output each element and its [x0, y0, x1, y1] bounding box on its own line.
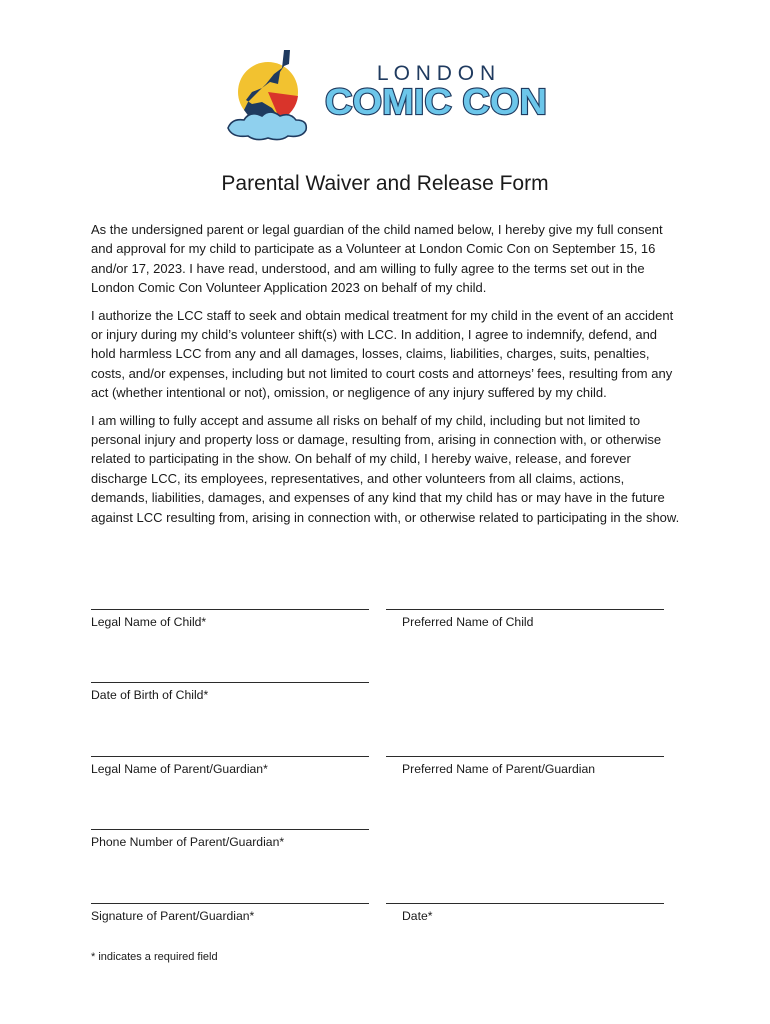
signature-line — [386, 756, 664, 757]
paragraph-consent: As the undersigned parent or legal guardian of the child named below, I hereby give my full consent and approval for my child to participate as a Volunteer at London Comic Con on September 15, 16 and/or 17, 2023. I have read, understood, and am willing to fully agree to the terms set out in the London Comic Con Volunteer Application 2023 on behalf of my child. — [91, 222, 663, 296]
waiver-body — [91, 220, 683, 535]
field-label: Preferred Name of Child — [402, 615, 534, 629]
phone-parent-field[interactable] — [91, 829, 369, 849]
field-label: Legal Name of Child* — [91, 615, 207, 629]
preferred-name-parent-field[interactable] — [386, 756, 664, 776]
preferred-name-child-field[interactable] — [386, 609, 664, 629]
field-label: Signature of Parent/Guardian* — [91, 909, 255, 923]
page-title: Parental Waiver and Release Form — [221, 172, 549, 195]
signature-parent-field[interactable] — [91, 903, 369, 923]
legal-name-parent-field[interactable] — [91, 756, 369, 776]
signature-line — [91, 609, 369, 610]
required-field-note: * indicates a required field — [91, 951, 218, 963]
signature-line — [386, 903, 664, 904]
signature-line — [386, 609, 664, 610]
london-comic-con-logo — [222, 44, 554, 144]
paragraph-risk: I am willing to fully accept and assume all risks on behalf of my child, including but not limited to personal injury and property loss or damage, resulting from, arising in connection with, or otherwise related to participating in the show. On behalf of my child, I hereby waive, release, and forever discharge LCC, its employees, representatives, and other volunteers from all claims, actions, demands, liabilities, damages, and expenses of any kind that my child has or may have in the future against LCC resulting from, arising in connection with, or otherwise related to participating in the show. — [91, 412, 680, 525]
logo-london-text: L O N D O N — [376, 62, 496, 85]
dob-child-field[interactable] — [91, 682, 369, 702]
legal-name-child-field[interactable] — [91, 609, 369, 629]
field-label: Date* — [402, 909, 433, 923]
field-label: Phone Number of Parent/Guardian* — [91, 835, 285, 849]
logo-graphic — [222, 44, 554, 144]
logo-comic-con-text: COMIC CON — [325, 81, 547, 122]
date-field[interactable] — [386, 903, 664, 923]
logo-cloud-shape — [228, 112, 306, 140]
signature-line — [91, 756, 369, 757]
signature-line — [91, 829, 369, 830]
signature-line — [91, 682, 369, 683]
field-label: Date of Birth of Child* — [91, 688, 209, 702]
field-label: Legal Name of Parent/Guardian* — [91, 762, 268, 776]
paragraph-medical: I authorize the LCC staff to seek and obtain medical treatment for my child in the event of an accident or injury during my child’s volunteer shift(s) with LCC. In addition, I agree to indemnify, defend, and hold harmless LCC from any and all damages, losses, claims, liabilities, charges, suits, penalties, costs, and/or expenses, including but not limited to court costs and attorneys’ fees, resulting from any act (whether intentional or not), omission, or negligence of any injury suffered by my child. — [91, 307, 674, 401]
field-label: Preferred Name of Parent/Guardian — [402, 762, 596, 776]
signature-line — [91, 903, 369, 904]
